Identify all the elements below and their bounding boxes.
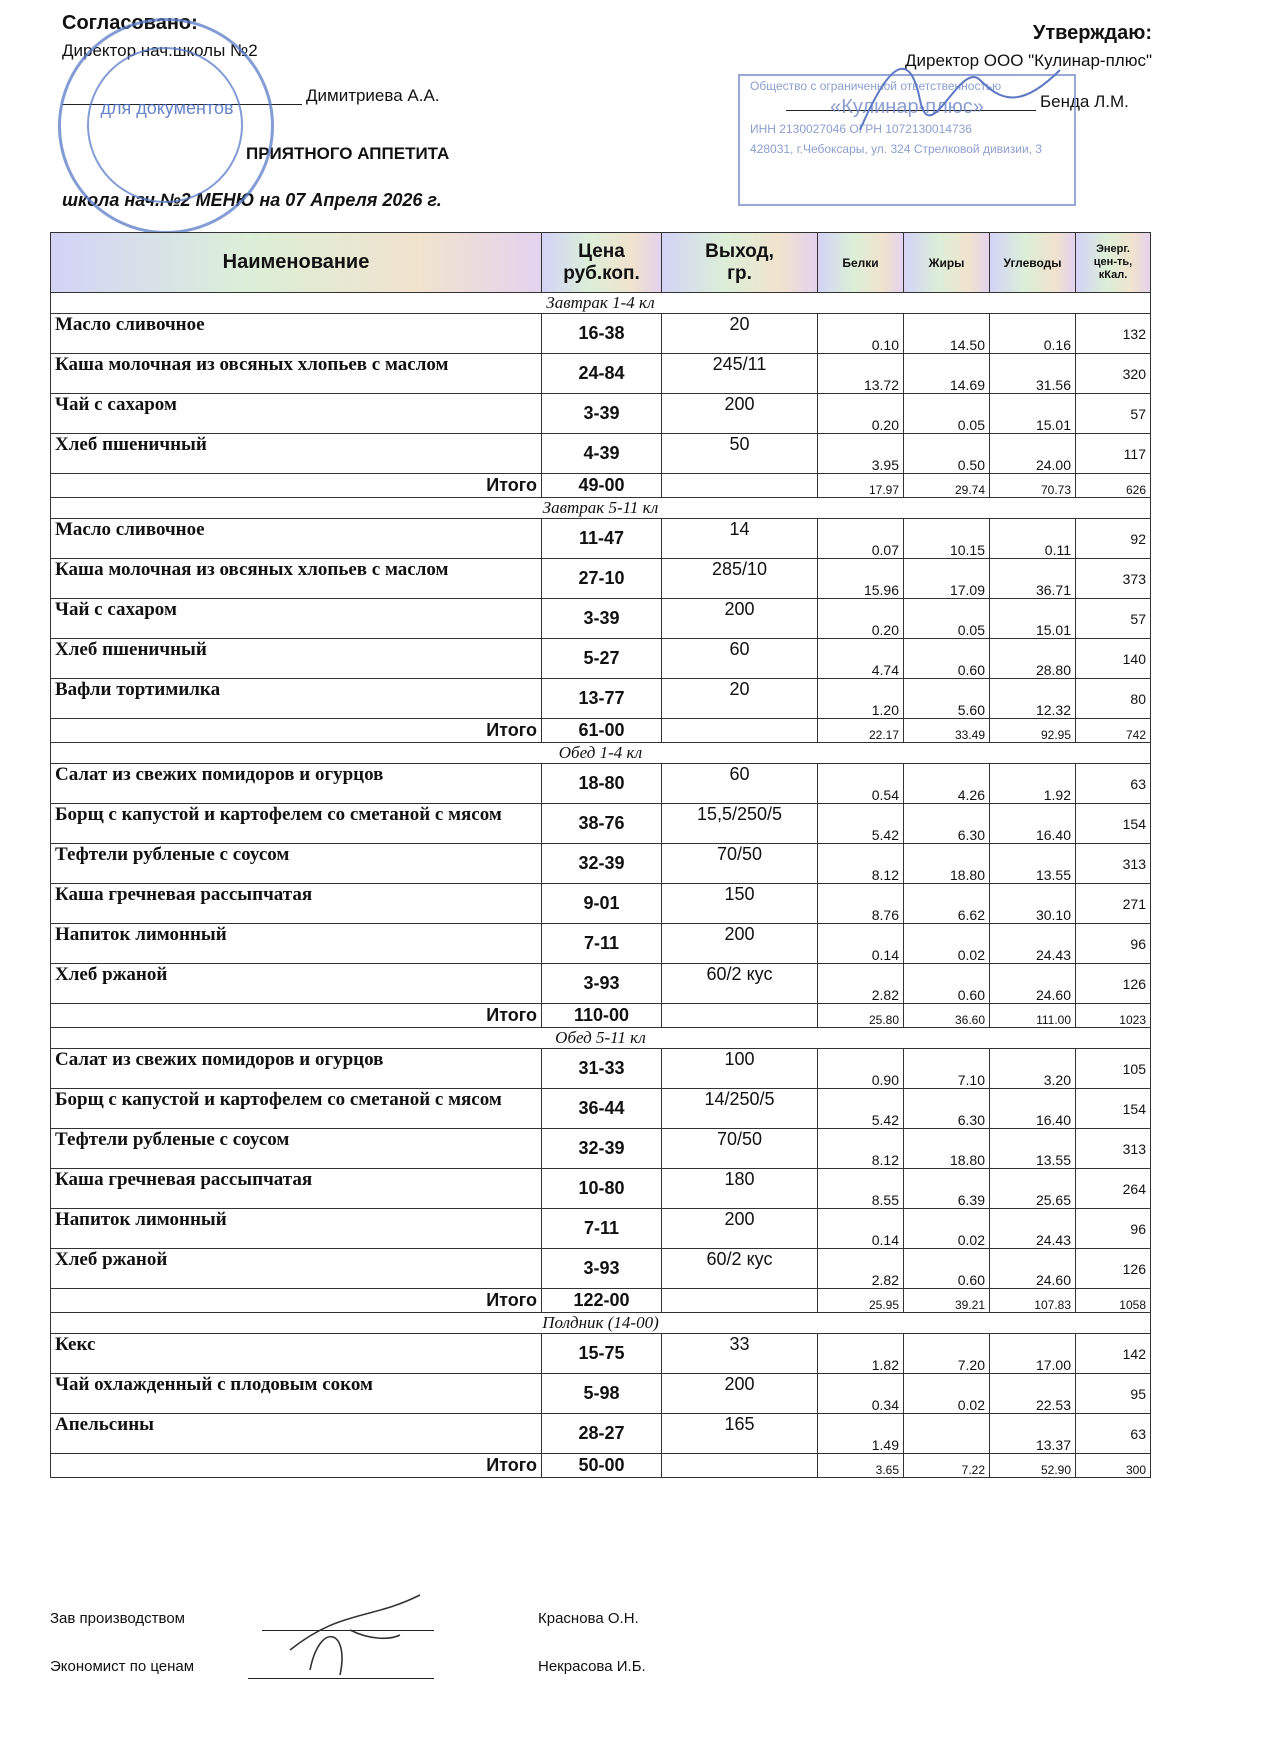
- dish-kcal: 96: [1076, 1209, 1151, 1249]
- dish-name: Хлеб ржаной: [51, 964, 542, 1004]
- menu-title: школа нач.№2 МЕНЮ на 07 Апреля 2026 г.: [62, 190, 442, 210]
- total-row: [51, 474, 1151, 498]
- table-row: [51, 599, 1151, 639]
- total-output: [662, 1454, 818, 1478]
- column-price-line2: руб.коп.: [563, 262, 640, 284]
- dish-carbs: 24.00: [990, 434, 1076, 474]
- total-proteins: 25.80: [818, 1004, 904, 1028]
- dish-name: Каша гречневая рассыпчатая: [51, 1169, 542, 1209]
- total-proteins: 25.95: [818, 1289, 904, 1313]
- dish-fats: 14.50: [904, 314, 990, 354]
- table-row: [51, 1089, 1151, 1129]
- dish-output: 150: [662, 884, 818, 924]
- table-row: [51, 1209, 1151, 1249]
- total-label: Итого: [51, 1289, 542, 1313]
- column-price-line1: Цена: [578, 240, 625, 262]
- total-row: [51, 719, 1151, 743]
- dish-carbs: 25.65: [990, 1169, 1076, 1209]
- column-proteins: Белки: [818, 233, 904, 293]
- dish-output: 70/50: [662, 844, 818, 884]
- total-fats: 29.74: [904, 474, 990, 498]
- dish-kcal: 142: [1076, 1334, 1151, 1374]
- total-fats: 39.21: [904, 1289, 990, 1313]
- table-row: [51, 1169, 1151, 1209]
- total-label: Итого: [51, 719, 542, 743]
- dish-output: 245/11: [662, 354, 818, 394]
- total-kcal: 1058: [1076, 1289, 1151, 1313]
- dish-proteins: 0.20: [818, 599, 904, 639]
- total-kcal: 1023: [1076, 1004, 1151, 1028]
- dish-carbs: 22.53: [990, 1374, 1076, 1414]
- total-carbs: 52.90: [990, 1454, 1076, 1478]
- dish-carbs: 36.71: [990, 559, 1076, 599]
- dish-price: 24-84: [542, 354, 662, 394]
- company-stamp-line2: «Кулинар-плюс»: [830, 96, 984, 118]
- dish-kcal: 96: [1076, 924, 1151, 964]
- dish-fats: 0.02: [904, 1374, 990, 1414]
- dish-proteins: 3.95: [818, 434, 904, 474]
- dish-fats: 6.30: [904, 804, 990, 844]
- dish-kcal: 105: [1076, 1049, 1151, 1089]
- dish-fats: 18.80: [904, 844, 990, 884]
- dish-carbs: 0.16: [990, 314, 1076, 354]
- dish-carbs: 16.40: [990, 804, 1076, 844]
- total-row: [51, 1454, 1151, 1478]
- dish-output: 60/2 кус: [662, 964, 818, 1004]
- dish-fats: [904, 1414, 990, 1454]
- dish-price: 3-39: [542, 599, 662, 639]
- dish-price: 15-75: [542, 1334, 662, 1374]
- column-energy: [1076, 233, 1151, 293]
- table-row: [51, 844, 1151, 884]
- dish-kcal: 63: [1076, 764, 1151, 804]
- dish-carbs: 24.43: [990, 1209, 1076, 1249]
- dish-name: Каша молочная из овсяных хлопьев с маслом: [51, 354, 542, 394]
- column-price: [542, 233, 662, 293]
- dish-proteins: 2.82: [818, 964, 904, 1004]
- economist-signature-line: [248, 1678, 434, 1679]
- dish-price: 32-39: [542, 1129, 662, 1169]
- section-title: Обед 1-4 кл: [51, 743, 1151, 764]
- section-row: [51, 743, 1151, 764]
- dish-name: Тефтели рубленые с соусом: [51, 844, 542, 884]
- table-row: [51, 394, 1151, 434]
- dish-proteins: 8.12: [818, 1129, 904, 1169]
- dish-price: 11-47: [542, 519, 662, 559]
- dish-kcal: 313: [1076, 844, 1151, 884]
- table-row: [51, 314, 1151, 354]
- agreed-name: Димитриева А.А.: [306, 86, 440, 105]
- dish-fats: 6.39: [904, 1169, 990, 1209]
- section-row: [51, 498, 1151, 519]
- column-energy-line2: цен-ть,: [1093, 256, 1133, 268]
- dish-fats: 0.05: [904, 394, 990, 434]
- dish-carbs: 12.32: [990, 679, 1076, 719]
- dish-carbs: 1.92: [990, 764, 1076, 804]
- table-row: [51, 519, 1151, 559]
- dish-proteins: 4.74: [818, 639, 904, 679]
- dish-proteins: 5.42: [818, 804, 904, 844]
- total-fats: 33.49: [904, 719, 990, 743]
- dish-carbs: 13.55: [990, 1129, 1076, 1169]
- company-stamp-line3: ИНН 2130027046 ОГРН 1072130014736: [750, 122, 972, 136]
- production-signature: [280, 1590, 430, 1680]
- dish-carbs: 24.43: [990, 924, 1076, 964]
- dish-carbs: 0.11: [990, 519, 1076, 559]
- total-label: Итого: [51, 1004, 542, 1028]
- dish-kcal: 95: [1076, 1374, 1151, 1414]
- dish-name: Чай охлажденный с плодовым соком: [51, 1374, 542, 1414]
- dish-kcal: 154: [1076, 1089, 1151, 1129]
- dish-name: Кекс: [51, 1334, 542, 1374]
- table-row: [51, 434, 1151, 474]
- column-energy-line1: Энерг.: [1096, 243, 1130, 255]
- dish-price: 27-10: [542, 559, 662, 599]
- dish-output: 165: [662, 1414, 818, 1454]
- total-kcal: 742: [1076, 719, 1151, 743]
- column-energy-line3: кКал.: [1098, 269, 1128, 281]
- dish-output: 200: [662, 394, 818, 434]
- column-name: Наименование: [51, 233, 542, 293]
- table-row: [51, 559, 1151, 599]
- section-title: Завтрак 5-11 кл: [51, 498, 1151, 519]
- section-title: Полдник (14-00): [51, 1313, 1151, 1334]
- menu-table: [50, 232, 1151, 1478]
- dish-kcal: 80: [1076, 679, 1151, 719]
- dish-name: Салат из свежих помидоров и огурцов: [51, 764, 542, 804]
- table-row: [51, 1249, 1151, 1289]
- dish-proteins: 0.07: [818, 519, 904, 559]
- dish-proteins: 8.12: [818, 844, 904, 884]
- dish-price: 3-93: [542, 1249, 662, 1289]
- dish-output: 14/250/5: [662, 1089, 818, 1129]
- production-name: Краснова О.Н.: [538, 1610, 639, 1627]
- dish-price: 3-39: [542, 394, 662, 434]
- total-fats: 7.22: [904, 1454, 990, 1478]
- section-row: [51, 1028, 1151, 1049]
- dish-name: Хлеб пшеничный: [51, 639, 542, 679]
- total-output: [662, 474, 818, 498]
- dish-price: 7-11: [542, 924, 662, 964]
- dish-carbs: 28.80: [990, 639, 1076, 679]
- total-price: 50-00: [542, 1454, 662, 1478]
- dish-carbs: 15.01: [990, 394, 1076, 434]
- greeting: ПРИЯТНОГО АППЕТИТА: [246, 144, 450, 163]
- dish-proteins: 13.72: [818, 354, 904, 394]
- dish-name: Хлеб ржаной: [51, 1249, 542, 1289]
- dish-fats: 6.30: [904, 1089, 990, 1129]
- dish-kcal: 63: [1076, 1414, 1151, 1454]
- total-output: [662, 719, 818, 743]
- dish-fats: 5.60: [904, 679, 990, 719]
- column-carbs: Углеводы: [990, 233, 1076, 293]
- total-carbs: 111.00: [990, 1004, 1076, 1028]
- total-carbs: 92.95: [990, 719, 1076, 743]
- dish-proteins: 8.76: [818, 884, 904, 924]
- dish-proteins: 8.55: [818, 1169, 904, 1209]
- dish-price: 32-39: [542, 844, 662, 884]
- dish-output: 200: [662, 599, 818, 639]
- column-output: [662, 233, 818, 293]
- dish-price: 5-98: [542, 1374, 662, 1414]
- dish-carbs: 31.56: [990, 354, 1076, 394]
- dish-fats: 6.62: [904, 884, 990, 924]
- total-carbs: 70.73: [990, 474, 1076, 498]
- dish-kcal: 57: [1076, 599, 1151, 639]
- dish-name: Борщ с капустой и картофелем со сметаной с мясом: [51, 804, 542, 844]
- total-price: 61-00: [542, 719, 662, 743]
- agreed-position: Директор нач.школы №2: [62, 41, 258, 60]
- total-proteins: 3.65: [818, 1454, 904, 1478]
- dish-name: Апельсины: [51, 1414, 542, 1454]
- table-row: [51, 679, 1151, 719]
- dish-proteins: 5.42: [818, 1089, 904, 1129]
- dish-proteins: 1.49: [818, 1414, 904, 1454]
- dish-proteins: 0.14: [818, 1209, 904, 1249]
- dish-fats: 7.10: [904, 1049, 990, 1089]
- dish-name: Чай с сахаром: [51, 599, 542, 639]
- dish-carbs: 15.01: [990, 599, 1076, 639]
- dish-output: 100: [662, 1049, 818, 1089]
- approve-title: Утверждаю:: [1032, 22, 1152, 44]
- dish-output: 60: [662, 764, 818, 804]
- total-carbs: 107.83: [990, 1289, 1076, 1313]
- agreed-title: Согласовано:: [62, 12, 198, 34]
- director-signature: [850, 40, 1070, 150]
- dish-name: Борщ с капустой и картофелем со сметаной с мясом: [51, 1089, 542, 1129]
- dish-kcal: 154: [1076, 804, 1151, 844]
- round-seal-label: для документов: [100, 98, 234, 118]
- dish-name: Масло сливочное: [51, 314, 542, 354]
- total-label: Итого: [51, 1454, 542, 1478]
- dish-fats: 14.69: [904, 354, 990, 394]
- dish-fats: 0.60: [904, 964, 990, 1004]
- dish-name: Вафли тортимилка: [51, 679, 542, 719]
- dish-price: 9-01: [542, 884, 662, 924]
- section-row: [51, 293, 1151, 314]
- company-stamp-line4: 428031, г.Чебоксары, ул. 324 Стрелковой дивизии, 3: [750, 142, 1042, 156]
- dish-output: 20: [662, 679, 818, 719]
- dish-proteins: 0.14: [818, 924, 904, 964]
- dish-output: 50: [662, 434, 818, 474]
- dish-proteins: 2.82: [818, 1249, 904, 1289]
- column-output-line2: гр.: [727, 262, 752, 284]
- total-fats: 36.60: [904, 1004, 990, 1028]
- dish-name: Салат из свежих помидоров и огурцов: [51, 1049, 542, 1089]
- table-row: [51, 804, 1151, 844]
- dish-price: 5-27: [542, 639, 662, 679]
- table-row: [51, 1129, 1151, 1169]
- dish-carbs: 24.60: [990, 1249, 1076, 1289]
- dish-fats: 0.60: [904, 1249, 990, 1289]
- dish-price: 28-27: [542, 1414, 662, 1454]
- total-row: [51, 1004, 1151, 1028]
- dish-output: 200: [662, 924, 818, 964]
- total-price: 49-00: [542, 474, 662, 498]
- table-row: [51, 354, 1151, 394]
- total-proteins: 17.97: [818, 474, 904, 498]
- dish-kcal: 126: [1076, 964, 1151, 1004]
- dish-kcal: 117: [1076, 434, 1151, 474]
- table-row: [51, 1049, 1151, 1089]
- section-title: Завтрак 1-4 кл: [51, 293, 1151, 314]
- company-stamp-line1: Общество с ограниченной ответственностью: [750, 79, 1002, 93]
- table-row: [51, 884, 1151, 924]
- production-label: Зав производством: [50, 1610, 185, 1627]
- dish-kcal: 373: [1076, 559, 1151, 599]
- dish-name: Каша молочная из овсяных хлопьев с маслом: [51, 559, 542, 599]
- dish-kcal: 320: [1076, 354, 1151, 394]
- dish-carbs: 13.55: [990, 844, 1076, 884]
- economist-label: Экономист по ценам: [50, 1658, 195, 1675]
- dish-kcal: 264: [1076, 1169, 1151, 1209]
- dish-name: Хлеб пшеничный: [51, 434, 542, 474]
- total-kcal: 626: [1076, 474, 1151, 498]
- dish-kcal: 313: [1076, 1129, 1151, 1169]
- dish-kcal: 132: [1076, 314, 1151, 354]
- dish-carbs: 24.60: [990, 964, 1076, 1004]
- dish-fats: 17.09: [904, 559, 990, 599]
- dish-fats: 0.05: [904, 599, 990, 639]
- dish-price: 31-33: [542, 1049, 662, 1089]
- dish-carbs: 30.10: [990, 884, 1076, 924]
- dish-output: 200: [662, 1374, 818, 1414]
- dish-output: 285/10: [662, 559, 818, 599]
- table-row: [51, 1374, 1151, 1414]
- dish-price: 16-38: [542, 314, 662, 354]
- dish-kcal: 126: [1076, 1249, 1151, 1289]
- approve-name: Бенда Л.М.: [1040, 92, 1129, 111]
- dish-price: 18-80: [542, 764, 662, 804]
- dish-price: 13-77: [542, 679, 662, 719]
- dish-name: Напиток лимонный: [51, 924, 542, 964]
- dish-proteins: 0.20: [818, 394, 904, 434]
- dish-name: Каша гречневая рассыпчатая: [51, 884, 542, 924]
- dish-fats: 4.26: [904, 764, 990, 804]
- total-output: [662, 1004, 818, 1028]
- dish-price: 36-44: [542, 1089, 662, 1129]
- column-fats: Жиры: [904, 233, 990, 293]
- dish-kcal: 140: [1076, 639, 1151, 679]
- table-row: [51, 1334, 1151, 1374]
- dish-proteins: 1.20: [818, 679, 904, 719]
- dish-proteins: 0.34: [818, 1374, 904, 1414]
- section-row: [51, 1313, 1151, 1334]
- dish-proteins: 1.82: [818, 1334, 904, 1374]
- dish-fats: 10.15: [904, 519, 990, 559]
- section-title: Обед 5-11 кл: [51, 1028, 1151, 1049]
- dish-price: 38-76: [542, 804, 662, 844]
- dish-output: 60: [662, 639, 818, 679]
- total-row: [51, 1289, 1151, 1313]
- dish-carbs: 16.40: [990, 1089, 1076, 1129]
- dish-name: Масло сливочное: [51, 519, 542, 559]
- dish-output: 20: [662, 314, 818, 354]
- total-output: [662, 1289, 818, 1313]
- table-row: [51, 924, 1151, 964]
- total-label: Итого: [51, 474, 542, 498]
- dish-kcal: 57: [1076, 394, 1151, 434]
- dish-price: 4-39: [542, 434, 662, 474]
- dish-output: 15,5/250/5: [662, 804, 818, 844]
- dish-name: Чай с сахаром: [51, 394, 542, 434]
- column-output-line1: Выход,: [705, 240, 774, 262]
- dish-proteins: 15.96: [818, 559, 904, 599]
- table-row: [51, 1414, 1151, 1454]
- dish-fats: 0.50: [904, 434, 990, 474]
- dish-fats: 0.02: [904, 1209, 990, 1249]
- dish-output: 200: [662, 1209, 818, 1249]
- dish-price: 3-93: [542, 964, 662, 1004]
- dish-fats: 18.80: [904, 1129, 990, 1169]
- economist-name: Некрасова И.Б.: [538, 1658, 646, 1675]
- round-seal-stamp: [58, 18, 274, 234]
- dish-fats: 7.20: [904, 1334, 990, 1374]
- dish-proteins: 0.90: [818, 1049, 904, 1089]
- dish-output: 180: [662, 1169, 818, 1209]
- dish-fats: 0.02: [904, 924, 990, 964]
- dish-output: 60/2 кус: [662, 1249, 818, 1289]
- total-kcal: 300: [1076, 1454, 1151, 1478]
- approve-position: Директор ООО "Кулинар-плюс": [904, 51, 1152, 70]
- total-price: 122-00: [542, 1289, 662, 1313]
- total-proteins: 22.17: [818, 719, 904, 743]
- dish-carbs: 17.00: [990, 1334, 1076, 1374]
- dish-output: 14: [662, 519, 818, 559]
- total-price: 110-00: [542, 1004, 662, 1028]
- table-row: [51, 964, 1151, 1004]
- dish-name: Тефтели рубленые с соусом: [51, 1129, 542, 1169]
- dish-proteins: 0.54: [818, 764, 904, 804]
- dish-price: 10-80: [542, 1169, 662, 1209]
- dish-output: 70/50: [662, 1129, 818, 1169]
- table-row: [51, 764, 1151, 804]
- table-row: [51, 639, 1151, 679]
- dish-fats: 0.60: [904, 639, 990, 679]
- dish-price: 7-11: [542, 1209, 662, 1249]
- menu-body: [51, 293, 1151, 1478]
- dish-output: 33: [662, 1334, 818, 1374]
- dish-kcal: 92: [1076, 519, 1151, 559]
- dish-name: Напиток лимонный: [51, 1209, 542, 1249]
- dish-kcal: 271: [1076, 884, 1151, 924]
- dish-proteins: 0.10: [818, 314, 904, 354]
- table-header-row: [51, 233, 1151, 293]
- dish-carbs: 13.37: [990, 1414, 1076, 1454]
- dish-carbs: 3.20: [990, 1049, 1076, 1089]
